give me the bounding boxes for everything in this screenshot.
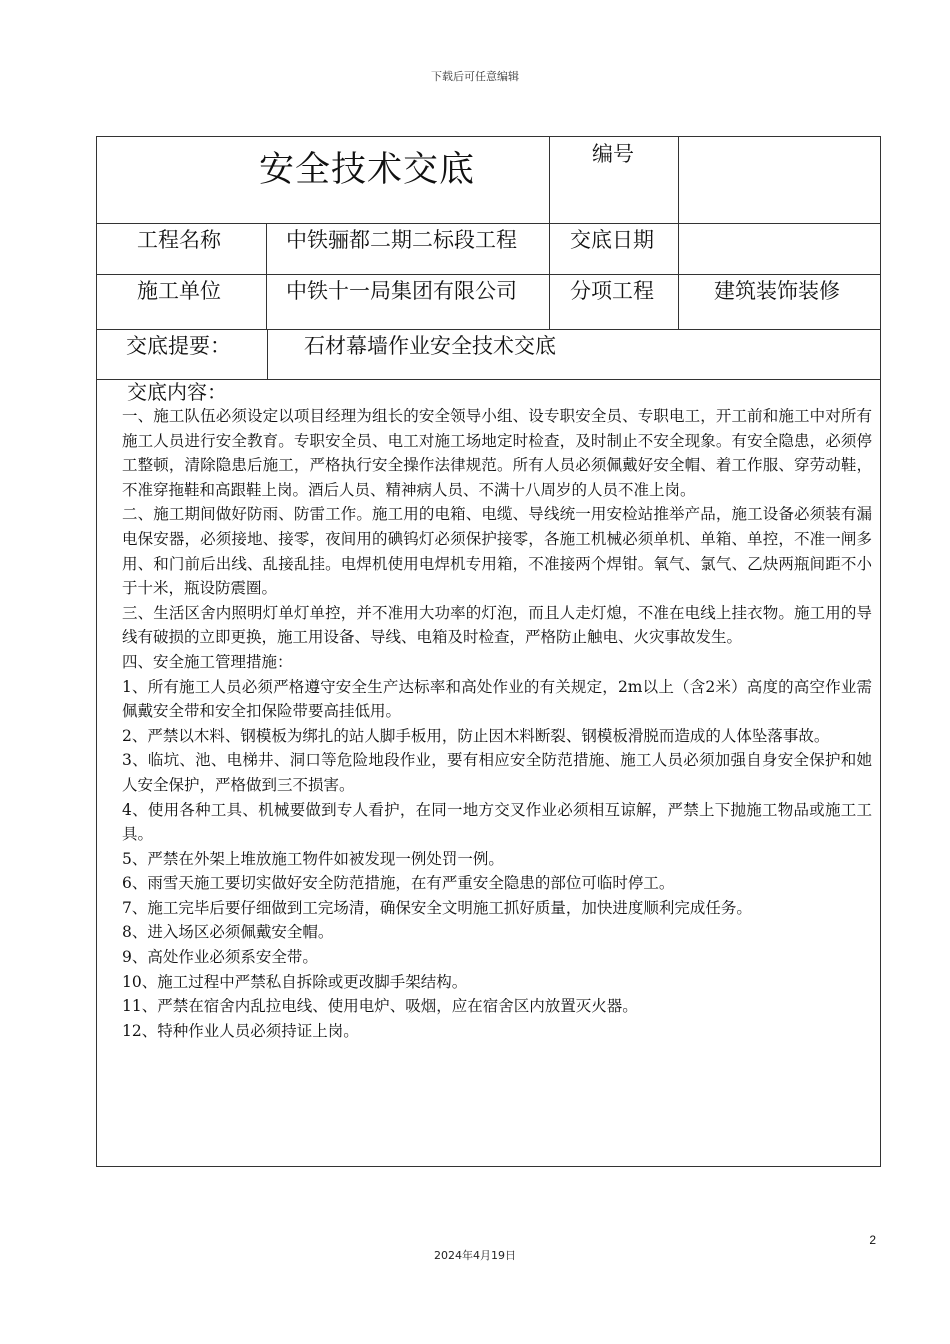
content-section — [97, 380, 880, 1043]
summary-value: 石材幕墙作业安全技术交底 — [304, 334, 556, 358]
sub-project-value: 建筑装饰装修 — [714, 279, 840, 303]
summary-label: 交底提要： — [126, 334, 231, 358]
safety-briefing-form — [96, 136, 881, 1167]
content-paragraph: 9、高处作业必须系安全带。 — [122, 948, 318, 967]
content-paragraph: 3、临坑、池、电梯井、洞口等危险地段作业，要有相应安全防范措施、施工人员必须加强自身安全保护和她人安全保护，严格做到三不损害。 — [122, 751, 872, 794]
content-body — [122, 404, 872, 1043]
construction-unit-value-cell — [267, 275, 550, 329]
number-value-cell[interactable] — [679, 137, 880, 223]
construction-unit-value: 中铁十一局集团有限公司 — [286, 279, 517, 303]
content-paragraph: 6、雨雪天施工要切实做好安全防范措施，在有严重安全隐患的部位可临时停工。 — [122, 874, 675, 893]
content-paragraph: 5、严禁在外架上堆放施工物件如被发现一例处罚一例。 — [122, 849, 504, 868]
summary-row — [97, 330, 880, 380]
content-paragraph: 11、严禁在宿舍内乱拉电线、使用电炉、吸烟，应在宿舍区内放置灭火器。 — [122, 997, 638, 1016]
number-label: 编号 — [592, 142, 634, 166]
project-name-label: 工程名称 — [137, 228, 221, 252]
form-title: 安全技术交底 — [259, 150, 476, 190]
content-paragraph: 三、生活区舍内照明灯单灯单控，并不准用大功率的灯泡，而且人走灯熄，不准在电线上挂衣物。施工用的导线有破损的立即更换，施工用设备、导线、电箱及时检查，严格防止触电、火灾事故发生。 — [122, 603, 872, 647]
sub-project-value-cell — [679, 275, 880, 329]
content-paragraph: 10、施工过程中严禁私自拆除或更改脚手架结构。 — [122, 972, 468, 991]
project-name-value-cell — [267, 224, 550, 274]
content-paragraph: 四、安全施工管理措施： — [122, 652, 293, 671]
header-note: 下载后可任意编辑 — [431, 70, 519, 83]
content-paragraph: 一、施工队伍必须设定以项目经理为组长的安全领导小组、设专职安全员、专职电工，开工前和施工中对所有施工人员进行安全教育。专职安全员、电工对施工场地定时检查，及时制止不安全现象。有安全隐患，必须停工整顿，清除隐患后施工，严格执行安全操作法律规范。所有人员必须佩戴好安全帽、着工作服、穿劳动鞋，不准穿拖鞋和高跟鞋上岗。酒后人员、精神病人员、不满十八周岁的人员不准上岗。 — [122, 407, 872, 499]
content-paragraph: 1、所有施工人员必须严格遵守安全生产达标率和高处作业的有关规定，2m以上（含2米）高度的高空作业需佩戴安全带和安全扣保险带要高挂低用。 — [122, 677, 872, 721]
handover-date-label: 交底日期 — [570, 228, 654, 252]
project-name-label-cell — [97, 224, 267, 274]
content-paragraph: 2、严禁以木料、钢模板为绑扎的站人脚手板用，防止因木料断裂、钢模板滑脱而造成的人体坠落事故。 — [122, 726, 830, 745]
construction-unit-label: 施工单位 — [137, 279, 221, 303]
summary-value-cell — [268, 330, 880, 379]
project-name-value: 中铁骊都二期二标段工程 — [286, 228, 517, 252]
content-paragraph: 7、施工完毕后要仔细做到工完场清，确保安全文明施工抓好质量，加快进度顺利完成任务。 — [122, 898, 752, 917]
number-label-cell — [550, 137, 679, 223]
unit-row — [97, 275, 880, 330]
project-row — [97, 224, 880, 275]
content-paragraph: 8、进入场区必须佩戴安全帽。 — [122, 923, 334, 942]
summary-label-cell — [97, 330, 268, 379]
content-paragraph: 4、使用各种工具、机械要做到专人看护，在同一地方交叉作业必须相互谅解，严禁上下抛施工物品或施工工具。 — [122, 800, 872, 844]
construction-unit-label-cell — [97, 275, 267, 329]
footer-date: 2024年4月19日 — [434, 1249, 516, 1262]
content-label: 交底内容： — [127, 380, 227, 404]
sub-project-label: 分项工程 — [570, 279, 654, 303]
title-cell — [97, 137, 550, 223]
sub-project-label-cell — [550, 275, 679, 329]
content-paragraph: 二、施工期间做好防雨、防雷工作。施工用的电箱、电缆、导线统一用安检站推举产品，施工设备必须装有漏电保安器，必须接地、接零，夜间用的碘钨灯必须保护接零，各施工机械必须单机、单箱、单控，不准一闸多用、和门前后出线、乱接乱挂。电焊机使用电焊机专用箱，不准接两个焊钳。氧气、氯气、乙炔两瓶间距不小于十米，瓶设防震圈。 — [122, 505, 872, 598]
content-paragraph: 12、特种作业人员必须持证上岗。 — [122, 1021, 359, 1040]
handover-date-value-cell[interactable] — [679, 224, 880, 274]
title-row — [97, 137, 880, 224]
page-number: 2 — [869, 1233, 876, 1247]
handover-date-label-cell — [550, 224, 679, 274]
